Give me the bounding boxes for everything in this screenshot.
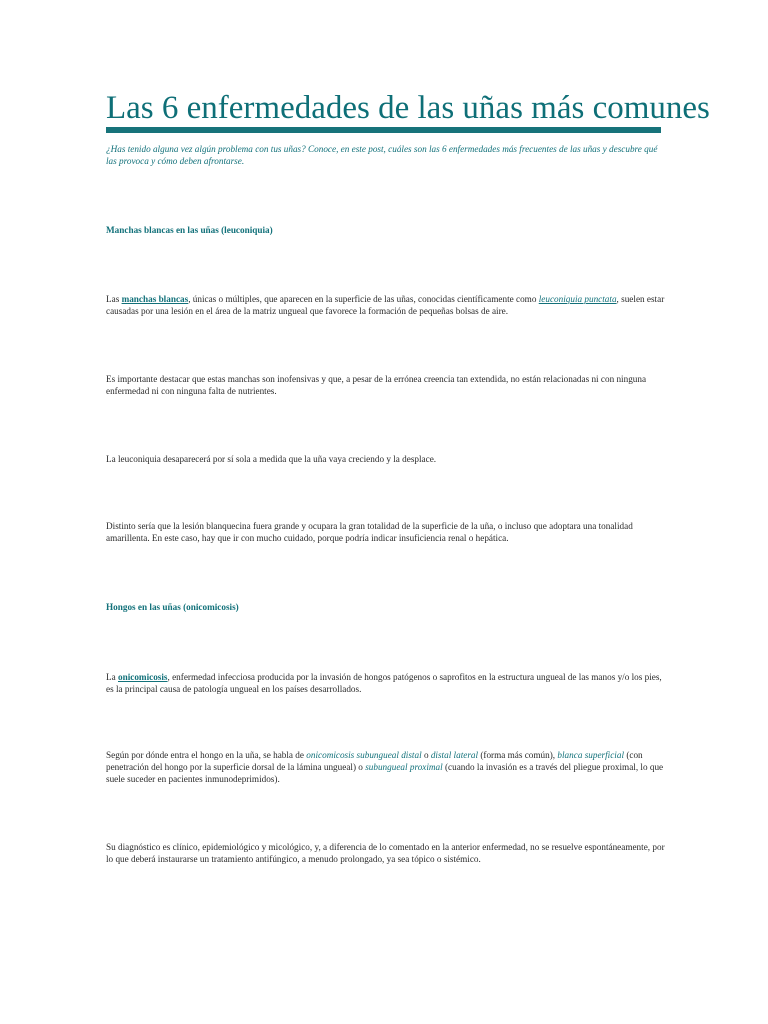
term-distal-lateral: distal lateral [430, 750, 479, 760]
section-heading-onicomicosis: Hongos en las uñas (onicomicosis) [106, 602, 239, 612]
text-fragment: , suelen estar causadas por una lesión en el área de la matriz ungueal que favorece la formación de pequeñas bolsas de aire. [106, 294, 665, 316]
title-underline-rule [106, 127, 661, 133]
paragraph-leuconiquia-1 [106, 293, 666, 317]
paragraph-onicomicosis-3: Su diagnóstico es clínico, epidemiológico y micológico, y, a diferencia de lo comentado en la anterior enfermedad, no se resuelve espontáneamente, por lo que deberá instaurarse un tratamiento antifúngico, a menudo prolongado, ya sea tópico o sistémico. [106, 842, 665, 864]
intro-paragraph: ¿Has tenido alguna vez algún problema con tus uñas? Conoce, en este post, cuáles son las 6 enfermedades más frecuentes de las uñas y descubre qué las provoca y cómo deben afrontarse. [106, 144, 658, 166]
link-manchas-blancas[interactable]: manchas blancas [121, 294, 189, 304]
term-blanca-superficial: blanca superficial [557, 750, 625, 760]
paragraph-onicomicosis-2 [106, 749, 666, 785]
term-subungueal-proximal: subungueal proximal [365, 762, 443, 772]
term-subungueal-distal: onicomicosis subungueal distal [306, 750, 422, 760]
section-heading-leuconiquia: Manchas blancas en las uñas (leuconiquia) [106, 225, 273, 235]
text-fragment: Según por dónde entra el hongo en la uña, se habla de [106, 750, 307, 760]
link-onicomicosis[interactable]: onicomicosis [118, 672, 168, 682]
text-fragment: o [421, 750, 431, 760]
paragraph-leuconiquia-3: La leuconiquia desaparecerá por sí sola a medida que la uña vaya creciendo y la desplace. [106, 454, 437, 464]
text-fragment: (con penetración del hongo por la superficie dorsal de la lámina ungueal) o [106, 750, 643, 772]
text-fragment: Las [106, 294, 122, 304]
paragraph-leuconiquia-4: Distinto sería que la lesión blanquecina fuera grande y ocupara la gran totalidad de la superficie de la uña, o incluso que adoptara una tonalidad amarillenta. En este caso, hay que ir con mucho cuidado, porque podría indicar insuficiencia renal o hepática. [106, 521, 633, 543]
text-fragment: (forma más común), [478, 750, 558, 760]
paragraph-leuconiquia-2: Es importante destacar que estas manchas son inofensivas y que, a pesar de la errónea creencia tan extendida, no están relacionadas ni con ninguna enfermedad ni con ninguna falta de nutrientes. [106, 374, 647, 396]
paragraph-onicomicosis-1 [106, 671, 666, 695]
text-fragment: , enfermedad infecciosa producida por la invasión de hongos patógenos o saprofitos en la estructura ungueal de las manos y/o los pies, es la principal causa de patología ungueal en los países desarrollados. [106, 672, 662, 694]
text-fragment: , únicas o múltiples, que aparecen en la superficie de las uñas, conocidas científicamente como [188, 294, 539, 304]
link-leuconiquia-punctata[interactable]: leuconiquia punctata [538, 294, 617, 304]
text-fragment: (cuando la invasión es a través del pliegue proximal, lo que suele suceder en pacientes inmunodeprimidos). [106, 762, 664, 784]
page-title: Las 6 enfermedades de las uñas más comunes [106, 90, 710, 126]
text-fragment: La [106, 672, 118, 682]
